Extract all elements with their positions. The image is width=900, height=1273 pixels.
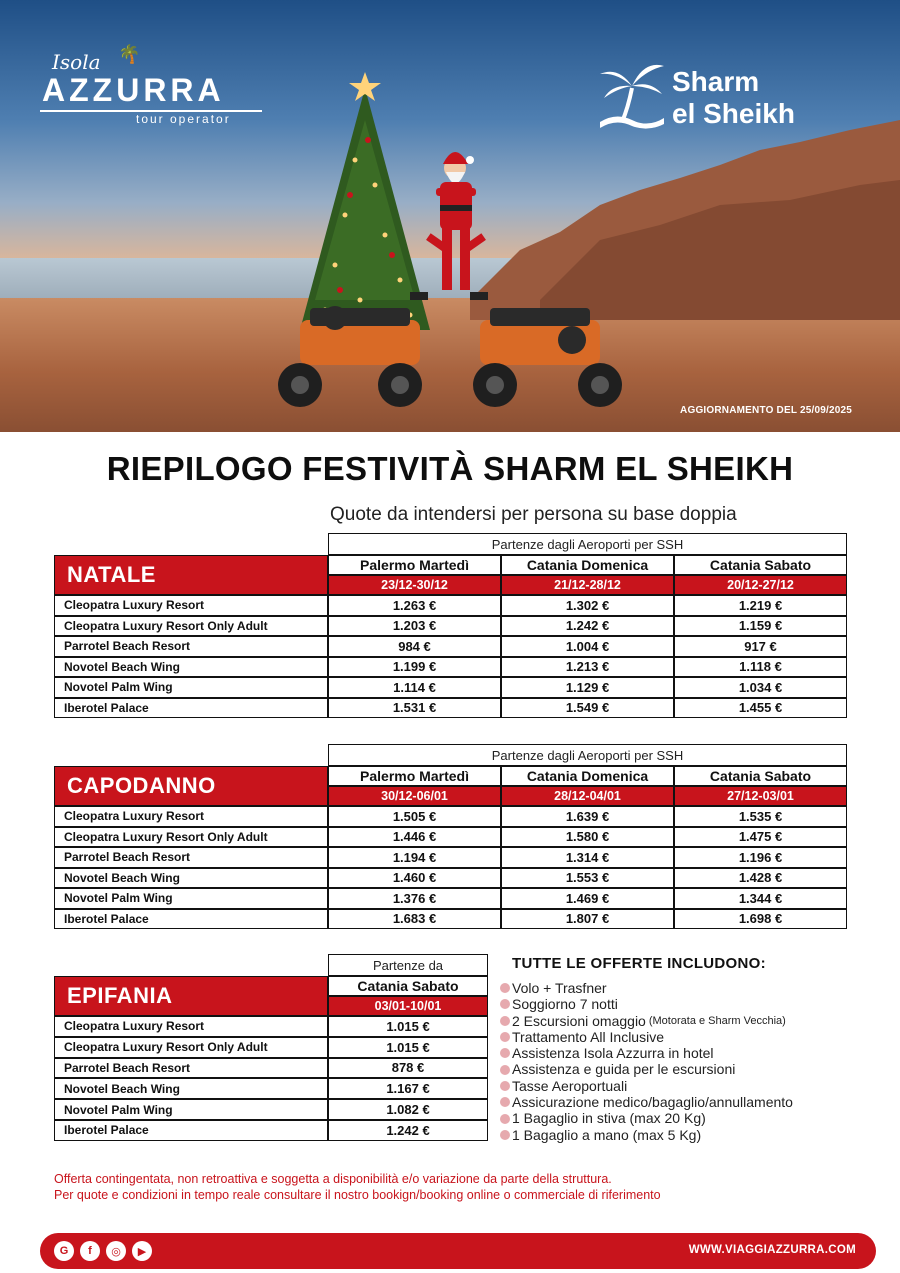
departure-city-header: Palermo Martedì xyxy=(328,766,501,786)
logo-tagline: tour operator xyxy=(136,112,231,126)
price-cell: 1.118 € xyxy=(674,657,847,678)
price-cell: 1.639 € xyxy=(501,806,674,827)
bullet-dot-icon xyxy=(500,983,510,993)
price-cell: 1.553 € xyxy=(501,868,674,889)
include-item xyxy=(500,1094,793,1110)
update-date: AGGIORNAMENTO DEL 25/09/2025 xyxy=(680,405,852,416)
price-cell: 1.082 € xyxy=(328,1099,488,1120)
include-item xyxy=(500,1061,793,1077)
include-item xyxy=(500,980,793,996)
google-icon[interactable]: G xyxy=(54,1241,74,1261)
price-cell: 1.034 € xyxy=(674,677,847,698)
hotel-name: Parrotel Beach Resort xyxy=(54,1058,328,1079)
season-label: NATALE xyxy=(54,555,328,595)
include-item xyxy=(500,1127,793,1143)
hotel-name: Cleopatra Luxury Resort xyxy=(54,806,328,827)
hotel-name: Iberotel Palace xyxy=(54,1120,328,1141)
includes-list xyxy=(500,980,793,1143)
price-cell: 1.505 € xyxy=(328,806,501,827)
include-item-text: Soggiorno 7 notti xyxy=(512,996,618,1013)
price-cell: 1.549 € xyxy=(501,698,674,719)
price-cell: 1.242 € xyxy=(328,1120,488,1141)
price-cell: 1.015 € xyxy=(328,1016,488,1037)
bullet-dot-icon xyxy=(500,1081,510,1091)
departure-city-header: Catania Sabato xyxy=(328,976,488,996)
logo-brand-text: AZZURRA xyxy=(42,72,225,108)
price-cell: 1.698 € xyxy=(674,909,847,930)
price-cell: 984 € xyxy=(328,636,501,657)
price-cell: 1.455 € xyxy=(674,698,847,719)
price-cell: 1.531 € xyxy=(328,698,501,719)
sharm-el-sheikh-logo xyxy=(598,58,858,138)
departure-dates: 30/12-06/01 xyxy=(328,786,501,806)
departure-city-header: Palermo Martedì xyxy=(328,555,501,575)
price-cell: 1.469 € xyxy=(501,888,674,909)
price-cell: 1.314 € xyxy=(501,847,674,868)
season-label: EPIFANIA xyxy=(54,976,328,1016)
include-item xyxy=(500,1110,793,1126)
include-item xyxy=(500,996,793,1012)
departures-header: Partenze dagli Aeroporti per SSH xyxy=(328,744,847,766)
departure-city-header: Catania Sabato xyxy=(674,555,847,575)
price-cell: 1.535 € xyxy=(674,806,847,827)
price-cell: 1.196 € xyxy=(674,847,847,868)
price-cell: 1.219 € xyxy=(674,595,847,616)
include-item-text: Tasse Aeroportuali xyxy=(512,1077,628,1094)
include-item xyxy=(500,1013,793,1029)
bullet-dot-icon xyxy=(500,1048,510,1058)
include-item xyxy=(500,1045,793,1061)
palm-icon: 🌴 xyxy=(118,44,141,64)
include-item xyxy=(500,1078,793,1094)
include-item-text: Assistenza e guida per le escursioni xyxy=(512,1061,736,1078)
disclaimer-line-1: Offerta contingentata, non retroattiva e soggetta a disponibilità e/o variazione da parte della struttura. xyxy=(54,1172,612,1186)
include-item-text: 1 Bagaglio a mano (max 5 Kg) xyxy=(512,1126,702,1143)
price-cell: 1.807 € xyxy=(501,909,674,930)
instagram-icon[interactable]: ◎ xyxy=(106,1241,126,1261)
price-cell: 1.213 € xyxy=(501,657,674,678)
price-cell: 1.580 € xyxy=(501,827,674,848)
departure-city-header: Catania Domenica xyxy=(501,766,674,786)
bullet-dot-icon xyxy=(500,1114,510,1124)
bullet-dot-icon xyxy=(500,1097,510,1107)
bullet-dot-icon xyxy=(500,1032,510,1042)
price-cell: 1.344 € xyxy=(674,888,847,909)
departure-dates: 28/12-04/01 xyxy=(501,786,674,806)
include-item-text: Volo + Trasfner xyxy=(512,980,607,996)
price-cell: 1.460 € xyxy=(328,868,501,889)
hotel-name: Novotel Beach Wing xyxy=(54,868,328,889)
include-item-text: 1 Bagaglio in stiva (max 20 Kg) xyxy=(512,1110,706,1127)
departure-dates: 21/12-28/12 xyxy=(501,575,674,595)
price-cell: 1.475 € xyxy=(674,827,847,848)
facebook-icon[interactable]: f xyxy=(80,1241,100,1261)
season-label: CAPODANNO xyxy=(54,766,328,806)
include-item xyxy=(500,1029,793,1045)
include-item-text: Trattamento All Inclusive xyxy=(512,1028,664,1045)
include-item-text: Assistenza Isola Azzurra in hotel xyxy=(512,1045,714,1062)
departure-city-header: Catania Sabato xyxy=(674,766,847,786)
price-cell: 917 € xyxy=(674,636,847,657)
hotel-name: Parrotel Beach Resort xyxy=(54,636,328,657)
hotel-name: Novotel Beach Wing xyxy=(54,1078,328,1099)
price-cell: 1.004 € xyxy=(501,636,674,657)
youtube-icon[interactable]: ▶ xyxy=(132,1241,152,1261)
include-item-note: (Motorata e Sharm Vecchia) xyxy=(648,1014,786,1027)
hero-banner xyxy=(0,0,900,432)
departure-dates: 20/12-27/12 xyxy=(674,575,847,595)
price-cell: 1.263 € xyxy=(328,595,501,616)
hotel-name: Cleopatra Luxury Resort xyxy=(54,595,328,616)
bullet-dot-icon xyxy=(500,1016,510,1026)
bullet-dot-icon xyxy=(500,1130,510,1140)
include-item-text: 2 Escursioni omaggio xyxy=(512,1012,646,1029)
footer-bar xyxy=(40,1233,876,1269)
hotel-name: Cleopatra Luxury Resort Only Adult xyxy=(54,827,328,848)
departures-header: Partenze da xyxy=(328,954,488,976)
bullet-dot-icon xyxy=(500,999,510,1009)
logo-script-text: Isola xyxy=(52,50,101,74)
hotel-name: Cleopatra Luxury Resort Only Adult xyxy=(54,616,328,637)
price-cell: 1.114 € xyxy=(328,677,501,698)
departures-header: Partenze dagli Aeroporti per SSH xyxy=(328,533,847,555)
price-cell: 1.242 € xyxy=(501,616,674,637)
departure-dates: 27/12-03/01 xyxy=(674,786,847,806)
price-cell: 1.167 € xyxy=(328,1078,488,1099)
logo-line1: Sharm xyxy=(672,66,760,97)
departure-city-header: Catania Domenica xyxy=(501,555,674,575)
includes-title: TUTTE LE OFFERTE INCLUDONO: xyxy=(512,955,766,972)
hotel-name: Iberotel Palace xyxy=(54,909,328,930)
website-link[interactable]: WWW.VIAGGIAZZURRA.COM xyxy=(688,1244,856,1256)
hotel-name: Novotel Palm Wing xyxy=(54,1099,328,1120)
price-cell: 1.203 € xyxy=(328,616,501,637)
price-cell: 1.446 € xyxy=(328,827,501,848)
hotel-name: Iberotel Palace xyxy=(54,698,328,719)
hotel-name: Cleopatra Luxury Resort Only Adult xyxy=(54,1037,328,1058)
departure-dates: 23/12-30/12 xyxy=(328,575,501,595)
price-cell: 1.199 € xyxy=(328,657,501,678)
logo-line2: el Sheikh xyxy=(672,98,795,129)
hotel-name: Novotel Palm Wing xyxy=(54,677,328,698)
bullet-dot-icon xyxy=(500,1065,510,1075)
page-title: RIEPILOGO FESTIVITÀ SHARM EL SHEIKH xyxy=(106,450,794,487)
price-cell: 878 € xyxy=(328,1058,488,1079)
price-cell: 1.159 € xyxy=(674,616,847,637)
price-cell: 1.194 € xyxy=(328,847,501,868)
price-cell: 1.376 € xyxy=(328,888,501,909)
price-cell: 1.015 € xyxy=(328,1037,488,1058)
hotel-name: Novotel Beach Wing xyxy=(54,657,328,678)
hotel-name: Parrotel Beach Resort xyxy=(54,847,328,868)
price-cell: 1.129 € xyxy=(501,677,674,698)
disclaimer-line-2: Per quote e condizioni in tempo reale consultare il nostro bookign/booking online o commerciale di riferimento xyxy=(54,1188,661,1202)
page-subtitle: Quote da intendersi per persona su base doppia xyxy=(330,504,737,525)
include-item-text: Assicurazione medico/bagaglio/annullamento xyxy=(512,1094,793,1111)
hotel-name: Cleopatra Luxury Resort xyxy=(54,1016,328,1037)
hotel-name: Novotel Palm Wing xyxy=(54,888,328,909)
departure-dates: 03/01-10/01 xyxy=(328,996,488,1016)
price-cell: 1.302 € xyxy=(501,595,674,616)
palm-wave-icon xyxy=(598,58,668,130)
price-cell: 1.428 € xyxy=(674,868,847,889)
price-cell: 1.683 € xyxy=(328,909,501,930)
